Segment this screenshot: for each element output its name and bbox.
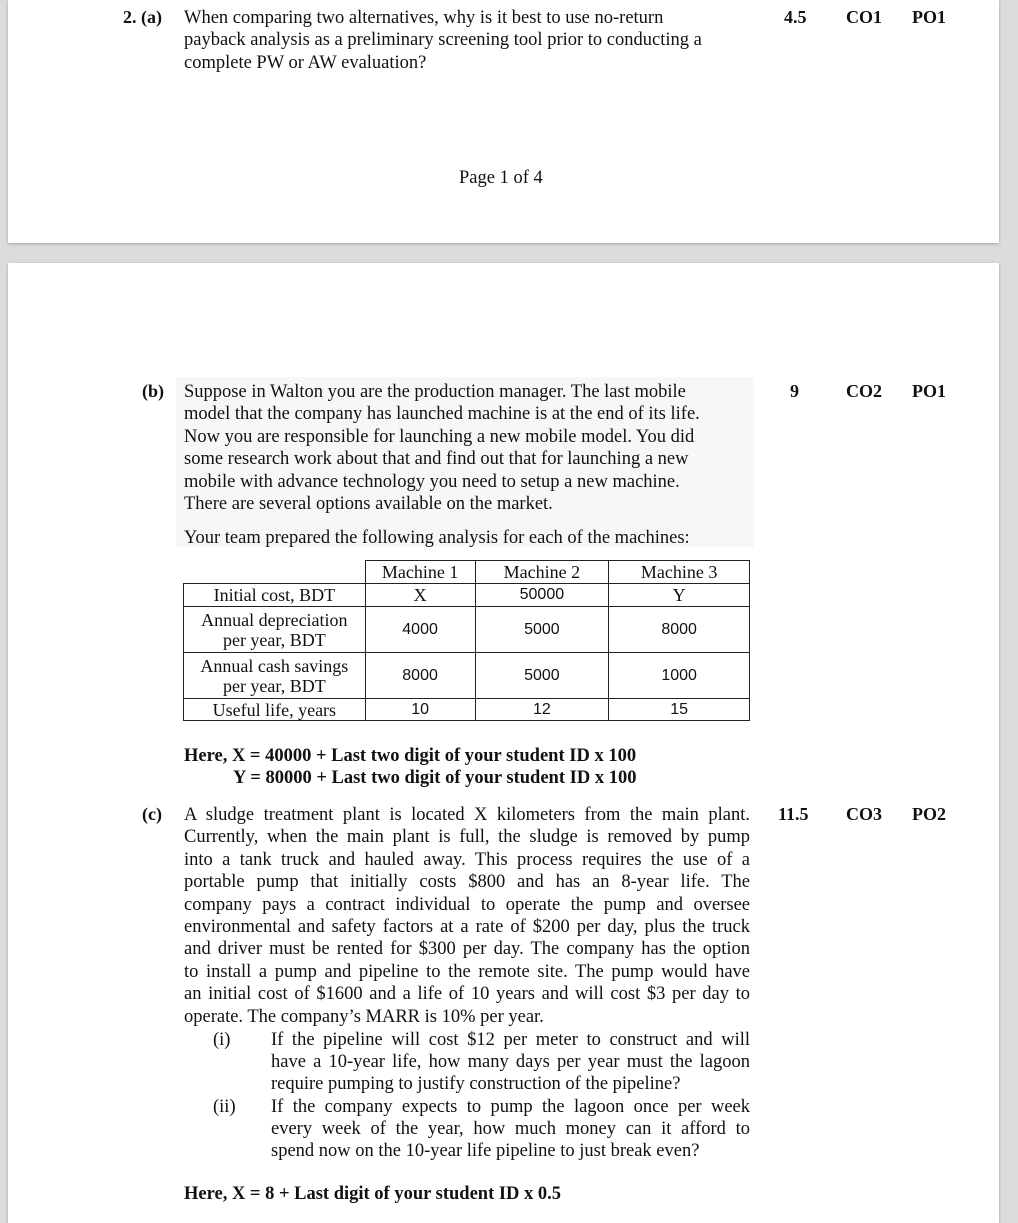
question-number: 2. (a) (123, 7, 162, 27)
table-cell: 4000 (365, 607, 475, 653)
part-b-line: mobile with advance technology you need to setup a new machine. (184, 471, 680, 492)
table-row (184, 653, 750, 699)
part-c-line: portable pump that initially costs $800 and has an 8-year life. The (184, 872, 750, 893)
part-b-line: Suppose in Walton you are the production manager. The last mobile (184, 382, 686, 402)
part-b-line: There are several options available on the market. (184, 494, 553, 515)
part-c-line: an initial cost of $1600 and a life of 10 years and will cost $3 per day to (184, 984, 750, 1005)
sub-ii-text (271, 1096, 750, 1141)
part-b-formula-y: Y = 80000 + Last two digit of your student ID x 100 (233, 768, 637, 788)
page-number-label: Page 1 of 4 (459, 168, 543, 188)
part-c-line: to install a pump and pipeline to the remote site. The pump would have (184, 961, 750, 982)
question-2a-line: When comparing two alternatives, why is it best to use no-return (184, 8, 664, 28)
part-b-text (184, 381, 744, 515)
question-2a-text (184, 7, 744, 74)
marks-2c: 11.5 (778, 804, 809, 824)
sub-ii-line: every week of the year, how much money can it afford to (271, 1119, 750, 1140)
table-header-cell: Machine 1 (365, 561, 475, 584)
question-2a-line: payback analysis as a preliminary screening tool prior to conducting a (184, 30, 702, 51)
table-cell: 8000 (365, 653, 475, 699)
part-c-line: A sludge treatment plant is located X kilometers from the main plant. (184, 805, 750, 825)
sub-ii-last-line: spend now on the 10-year life pipeline to just break even? (271, 1141, 700, 1161)
part-b-formula-x: Here, X = 40000 + Last two digit of your student ID x 100 (184, 746, 637, 766)
sub-i-line: have a 10-year life, how many days per year must the lagoon (271, 1052, 750, 1073)
table-cell: 12 (475, 699, 609, 721)
table-row-label-line: per year, BDT (222, 675, 326, 696)
part-c-line: and driver must be rented for $300 per day. The company has the option (184, 939, 750, 960)
marks-2b: 9 (790, 381, 799, 401)
sub-i-label: (i) (213, 1030, 231, 1050)
part-b-line: model that the company has launched machine is at the end of its life. (184, 404, 700, 425)
part-c-text (184, 804, 750, 1006)
page-1 (8, 0, 999, 243)
table-corner (184, 561, 366, 584)
table-header-cell: Machine 3 (609, 561, 750, 584)
part-c-line: environmental and safety factors at a rate of $200 per day, plus the truck (184, 917, 750, 938)
table-cell: 5000 (475, 607, 609, 653)
table-cell: 10 (365, 699, 475, 721)
part-c-last-line: operate. The company’s MARR is 10% per year. (184, 1007, 544, 1027)
marks-2a: 4.5 (784, 7, 807, 27)
table-row (184, 607, 750, 653)
table-cell: 1000 (609, 653, 750, 699)
table-row-label-line: Annual depreciation (201, 609, 348, 630)
part-b-team-line: Your team prepared the following analysis for each of the machines: (184, 528, 690, 548)
part-c-label: (c) (142, 804, 162, 824)
table-row-label-line: Annual cash savings (200, 655, 349, 676)
machine-table (183, 560, 750, 721)
table-cell: X (365, 584, 475, 607)
table-cell: 8000 (609, 607, 750, 653)
part-b-label: (b) (142, 381, 164, 401)
co-2a: CO1 (846, 7, 882, 27)
part-c-line: into a tank truck and hauled away. This process requires the use of a (184, 849, 750, 870)
po-2c: PO2 (912, 804, 946, 824)
question-2a-line: complete PW or AW evaluation? (184, 52, 427, 73)
part-c-line: company pays a contract individual to operate the pump and oversee (184, 894, 750, 915)
po-2a: PO1 (912, 7, 946, 27)
table-cell: 50000 (475, 584, 609, 607)
sub-i-last-line: require pumping to justify construction of the pipeline? (271, 1074, 681, 1094)
co-2c: CO3 (846, 804, 882, 824)
sub-i-text (271, 1029, 750, 1074)
table-row-label (184, 607, 366, 653)
table-row-label (184, 653, 366, 699)
part-c-formula: Here, X = 8 + Last digit of your student ID x 0.5 (184, 1184, 562, 1204)
sub-i-line: If the pipeline will cost $12 per meter to construct and will (271, 1030, 750, 1050)
table-row (184, 699, 750, 721)
sub-ii-line: If the company expects to pump the lagoon once per week (271, 1097, 750, 1117)
part-b-line: some research work about that and find out that for launching a new (184, 449, 689, 470)
table-header-row (184, 561, 750, 584)
part-b-line: Now you are responsible for launching a new mobile model. You did (184, 426, 695, 447)
part-c-line: Currently, when the main plant is full, the sludge is removed by pump (184, 827, 750, 848)
page-2 (8, 263, 999, 1223)
sub-ii-label: (ii) (213, 1097, 236, 1117)
table-row (184, 584, 750, 607)
table-row-label-line: per year, BDT (222, 629, 326, 650)
table-row-label: Useful life, years (184, 699, 366, 721)
table-header-cell: Machine 2 (475, 561, 609, 584)
table-cell: 15 (609, 699, 750, 721)
table-cell: 5000 (475, 653, 609, 699)
table-cell: Y (609, 584, 750, 607)
po-2b: PO1 (912, 381, 946, 401)
table-row-label: Initial cost, BDT (184, 584, 366, 607)
co-2b: CO2 (846, 381, 882, 401)
